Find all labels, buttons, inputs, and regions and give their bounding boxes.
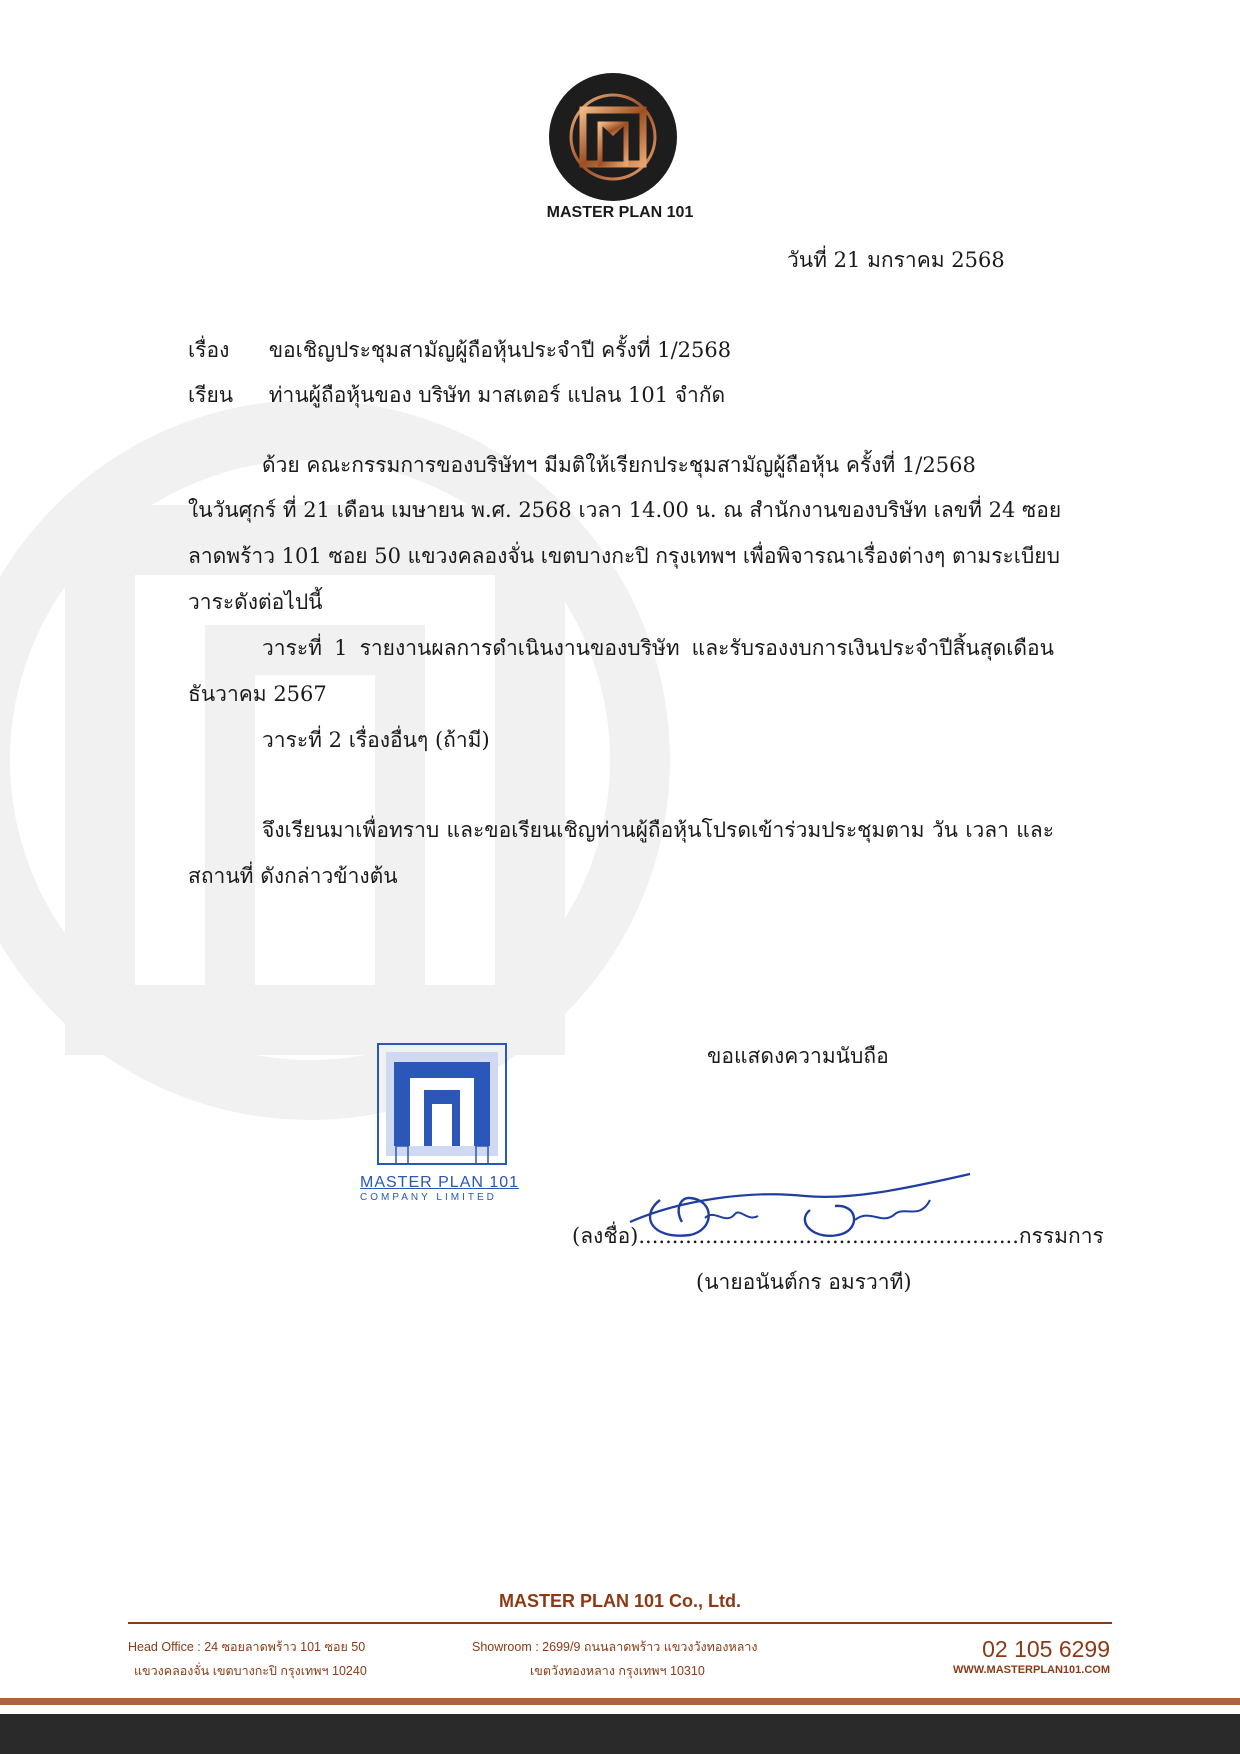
body-line-2: ในวันศุกร์ ที่ 21 เดือน เมษายน พ.ศ. 2568 เวลา 14.00 น. ณ สำนักงานของบริษัท เลขที่ 24 ซอย	[188, 498, 1062, 522]
signature-line: (ลงชื่อ).........................................................กรรมการ	[572, 1224, 1104, 1248]
regards-text: ขอแสดงความนับถือ	[707, 1044, 889, 1068]
subject-row	[188, 334, 731, 367]
footer-website: WWW.MASTERPLAN101.COM	[952, 1664, 1110, 1676]
footer-divider	[128, 1622, 1112, 1624]
company-stamp	[360, 1042, 532, 1212]
agenda-2: วาระที่ 2 เรื่องอื่นๆ (ถ้ามี)	[262, 728, 490, 752]
footer-copper-band	[0, 1698, 1240, 1705]
footer-dark-band	[0, 1714, 1240, 1754]
signer-name: (นายอนันต์กร อมรวาที)	[696, 1270, 912, 1294]
body-line-4: วาระดังต่อไปนี้	[188, 590, 323, 614]
stamp-company-name: MASTER PLAN 101	[360, 1174, 520, 1191]
recipient-text: ท่านผู้ถือหุ้นของ บริษัท มาสเตอร์ แปลน 101 จำกัด	[268, 383, 726, 407]
footer-phone: 02 105 6299	[982, 1636, 1110, 1662]
subject-text: ขอเชิญประชุมสามัญผู้ถือหุ้นประจำปี ครั้งที่ 1/2568	[268, 338, 732, 362]
closing-line-2: สถานที่ ดังกล่าวข้างต้น	[188, 864, 398, 888]
recipient-row	[188, 379, 725, 412]
agenda-1-line-2: ธันวาคม 2567	[188, 682, 327, 706]
stamp-company-sub: COMPANY LIMITED	[360, 1192, 497, 1203]
body-line-1: ด้วย คณะกรรมการของบริษัทฯ มีมติให้เรียกประชุมสามัญผู้ถือหุ้น ครั้งที่ 1/2568	[262, 453, 976, 477]
company-logo-icon	[548, 72, 678, 202]
footer-head-office-line-2: แขวงคลองจั่น เขตบางกะปิ กรุงเทพฯ 10240	[134, 1664, 367, 1678]
footer-company-name: MASTER PLAN 101 Co., Ltd.	[498, 1591, 741, 1611]
subject-label: เรื่อง	[188, 338, 230, 362]
stamp-logo-icon	[372, 1042, 532, 1170]
letter-date: วันที่ 21 มกราคม 2568	[787, 248, 1005, 272]
body-line-3: ลาดพร้าว 101 ซอย 50 แขวงคลองจั่น เขตบางกะปิ กรุงเทพฯ เพื่อพิจารณาเรื่องต่างๆ ตามระเบียบ	[188, 544, 1060, 568]
closing-line-1: จึงเรียนมาเพื่อทราบ และขอเรียนเชิญท่านผู้ถือหุ้นโปรดเข้าร่วมประชุมตาม วัน เวลา และ	[262, 818, 1054, 842]
footer-head-office-line-1: Head Office : 24 ซอยลาดพร้าว 101 ซอย 50	[128, 1640, 366, 1654]
header-logo-text: MASTER PLAN 101	[546, 204, 694, 221]
recipient-label: เรียน	[188, 383, 234, 407]
footer-showroom-line-2: เขตวังทองหลาง กรุงเทพฯ 10310	[530, 1664, 705, 1678]
agenda-1-line-1: วาระที่ 1 รายงานผลการดำเนินงานของบริษัท และรับรองงบการเงินประจำปีสิ้นสุดเดือน	[262, 636, 1054, 660]
footer-showroom-line-1: Showroom : 2699/9 ถนนลาดพร้าว แขวงวังทองหลาง	[472, 1640, 758, 1654]
